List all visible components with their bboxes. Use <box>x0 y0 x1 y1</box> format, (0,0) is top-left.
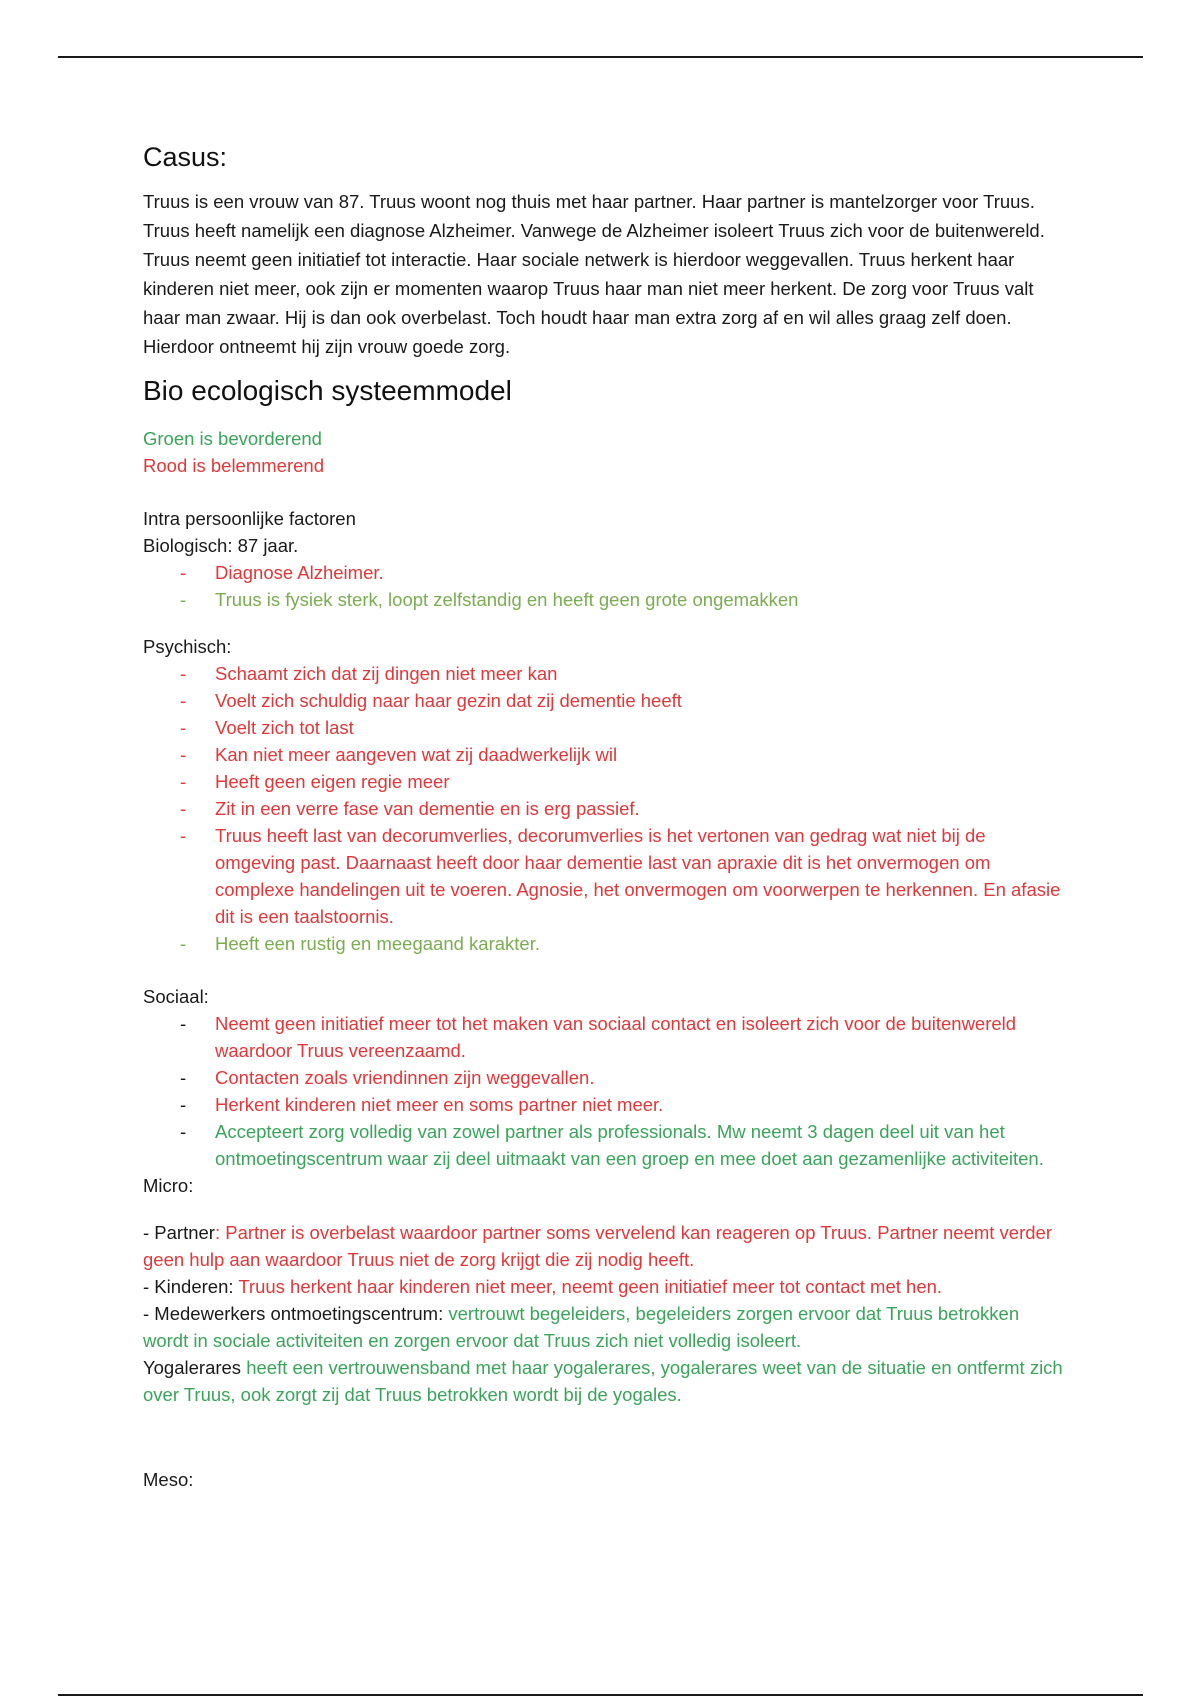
list-item: - Voelt zich tot last <box>215 714 1063 741</box>
list-item: - Voelt zich schuldig naar haar gezin dat zij dementie heeft <box>215 687 1063 714</box>
medewerkers-label: - Medewerkers ontmoetingscentrum: <box>143 1303 449 1324</box>
yoga-label: Yogalerares <box>143 1357 247 1378</box>
meso-label: Meso: <box>143 1469 194 1490</box>
list-item: - Herkent kinderen niet meer en soms partner niet meer. <box>215 1091 1063 1118</box>
partner-text: : Partner is overbelast waardoor partner soms vervelend kan reageren op Truus. Partner neemt verder geen hulp aan waardoor Truus niet de zorg krijgt die zij nodig heeft. <box>143 1222 1052 1270</box>
list-item: - Diagnose Alzheimer. <box>215 559 1063 586</box>
list-item: - Kan niet meer aangeven wat zij daadwerkelijk wil <box>215 741 1063 768</box>
psych-label: Psychisch: <box>143 636 232 657</box>
yoga-text: heeft een vertrouwensband met haar yogalerares, yogalerares weet van de situatie en ontfermt zich over Truus, ook zorgt zij dat Truus betrokken wordt bij de yogales. <box>143 1357 1063 1405</box>
bio-label: Biologisch: 87 jaar. <box>143 535 299 556</box>
list-item: - Truus heeft last van decorumverlies, decorumverlies is het vertonen van gedrag wat niet bij de omgeving past. Daarnaast heeft door haar dementie last van apraxie dit is het onvermogen om complexe handelingen uit te voeren. Agnosie, het onvermogen om voorwerpen te herkennen. En afasie dit is een taalstoornis. <box>215 822 1063 930</box>
list-item: - Truus is fysiek sterk, loopt zelfstandig en heeft geen grote ongemakken <box>215 586 1063 613</box>
micro-kinderen <box>143 1273 1063 1300</box>
list-item: - Schaamt zich dat zij dingen niet meer kan <box>215 660 1063 687</box>
micro-label: Micro: <box>143 1175 194 1196</box>
kinderen-text: Truus herkent haar kinderen niet meer, neemt geen initiatief meer tot contact met hen. <box>238 1276 943 1297</box>
medewerkers-text: vertrouwt begeleiders, begeleiders zorgen ervoor dat Truus betrokken wordt in sociale activiteiten en zorgen ervoor dat Truus zich niet volledig isoleert. <box>143 1303 1020 1351</box>
list-item: - Contacten zoals vriendinnen zijn weggevallen. <box>215 1064 1063 1091</box>
micro-yoga <box>143 1354 1063 1408</box>
list-item: - Zit in een verre fase van dementie en is erg passief. <box>215 795 1063 822</box>
social-list <box>143 1010 1063 1172</box>
legend-green: Groen is bevorderend <box>143 428 322 449</box>
document-page <box>143 142 1063 1493</box>
bio-list <box>143 559 1063 613</box>
bottom-rule <box>58 1694 1143 1696</box>
list-item: - Accepteert zorg volledig van zowel partner als professionals. Mw neemt 3 dagen deel uit van het ontmoetingscentrum waar zij deel uitmaakt van een groep en mee doet aan gezamenlijke activiteiten. <box>215 1118 1063 1172</box>
legend-red: Rood is belemmerend <box>143 455 324 476</box>
intra-title: Intra persoonlijke factoren <box>143 508 356 529</box>
partner-label: - Partner <box>143 1222 215 1243</box>
casus-text: Truus is een vrouw van 87. Truus woont nog thuis met haar partner. Haar partner is mantelzorger voor Truus. Truus heeft namelijk een diagnose Alzheimer. Vanwege de Alzheimer isoleert Truus zich voor de buitenwereld. Truus neemt geen initiatief tot interactie. Haar sociale netwerk is hierdoor weggevallen. Truus herkent haar kinderen niet meer, ook zijn er momenten waarop Truus haar man niet meer herkent. De zorg voor Truus valt haar man zwaar. Hij is dan ook overbelast. Toch houdt haar man extra zorg af en wil alles graag zelf doen. Hierdoor ontneemt hij zijn vrouw goede zorg. <box>143 191 1045 357</box>
list-item: - Heeft geen eigen regie meer <box>215 768 1063 795</box>
kinderen-label: - Kinderen: <box>143 1276 239 1297</box>
micro-partner <box>143 1219 1063 1273</box>
list-item: - Heeft een rustig en meegaand karakter. <box>215 930 1063 957</box>
list-item: - Neemt geen initiatief meer tot het maken van sociaal contact en isoleert zich voor de buitenwereld waardoor Truus vereenzaamd. <box>215 1010 1063 1064</box>
social-label: Sociaal: <box>143 986 209 1007</box>
micro-medewerkers <box>143 1300 1063 1354</box>
casus-heading: Casus: <box>143 142 228 172</box>
psych-list <box>143 660 1063 957</box>
model-heading: Bio ecologisch systeemmodel <box>143 375 512 406</box>
top-rule <box>58 56 1143 58</box>
